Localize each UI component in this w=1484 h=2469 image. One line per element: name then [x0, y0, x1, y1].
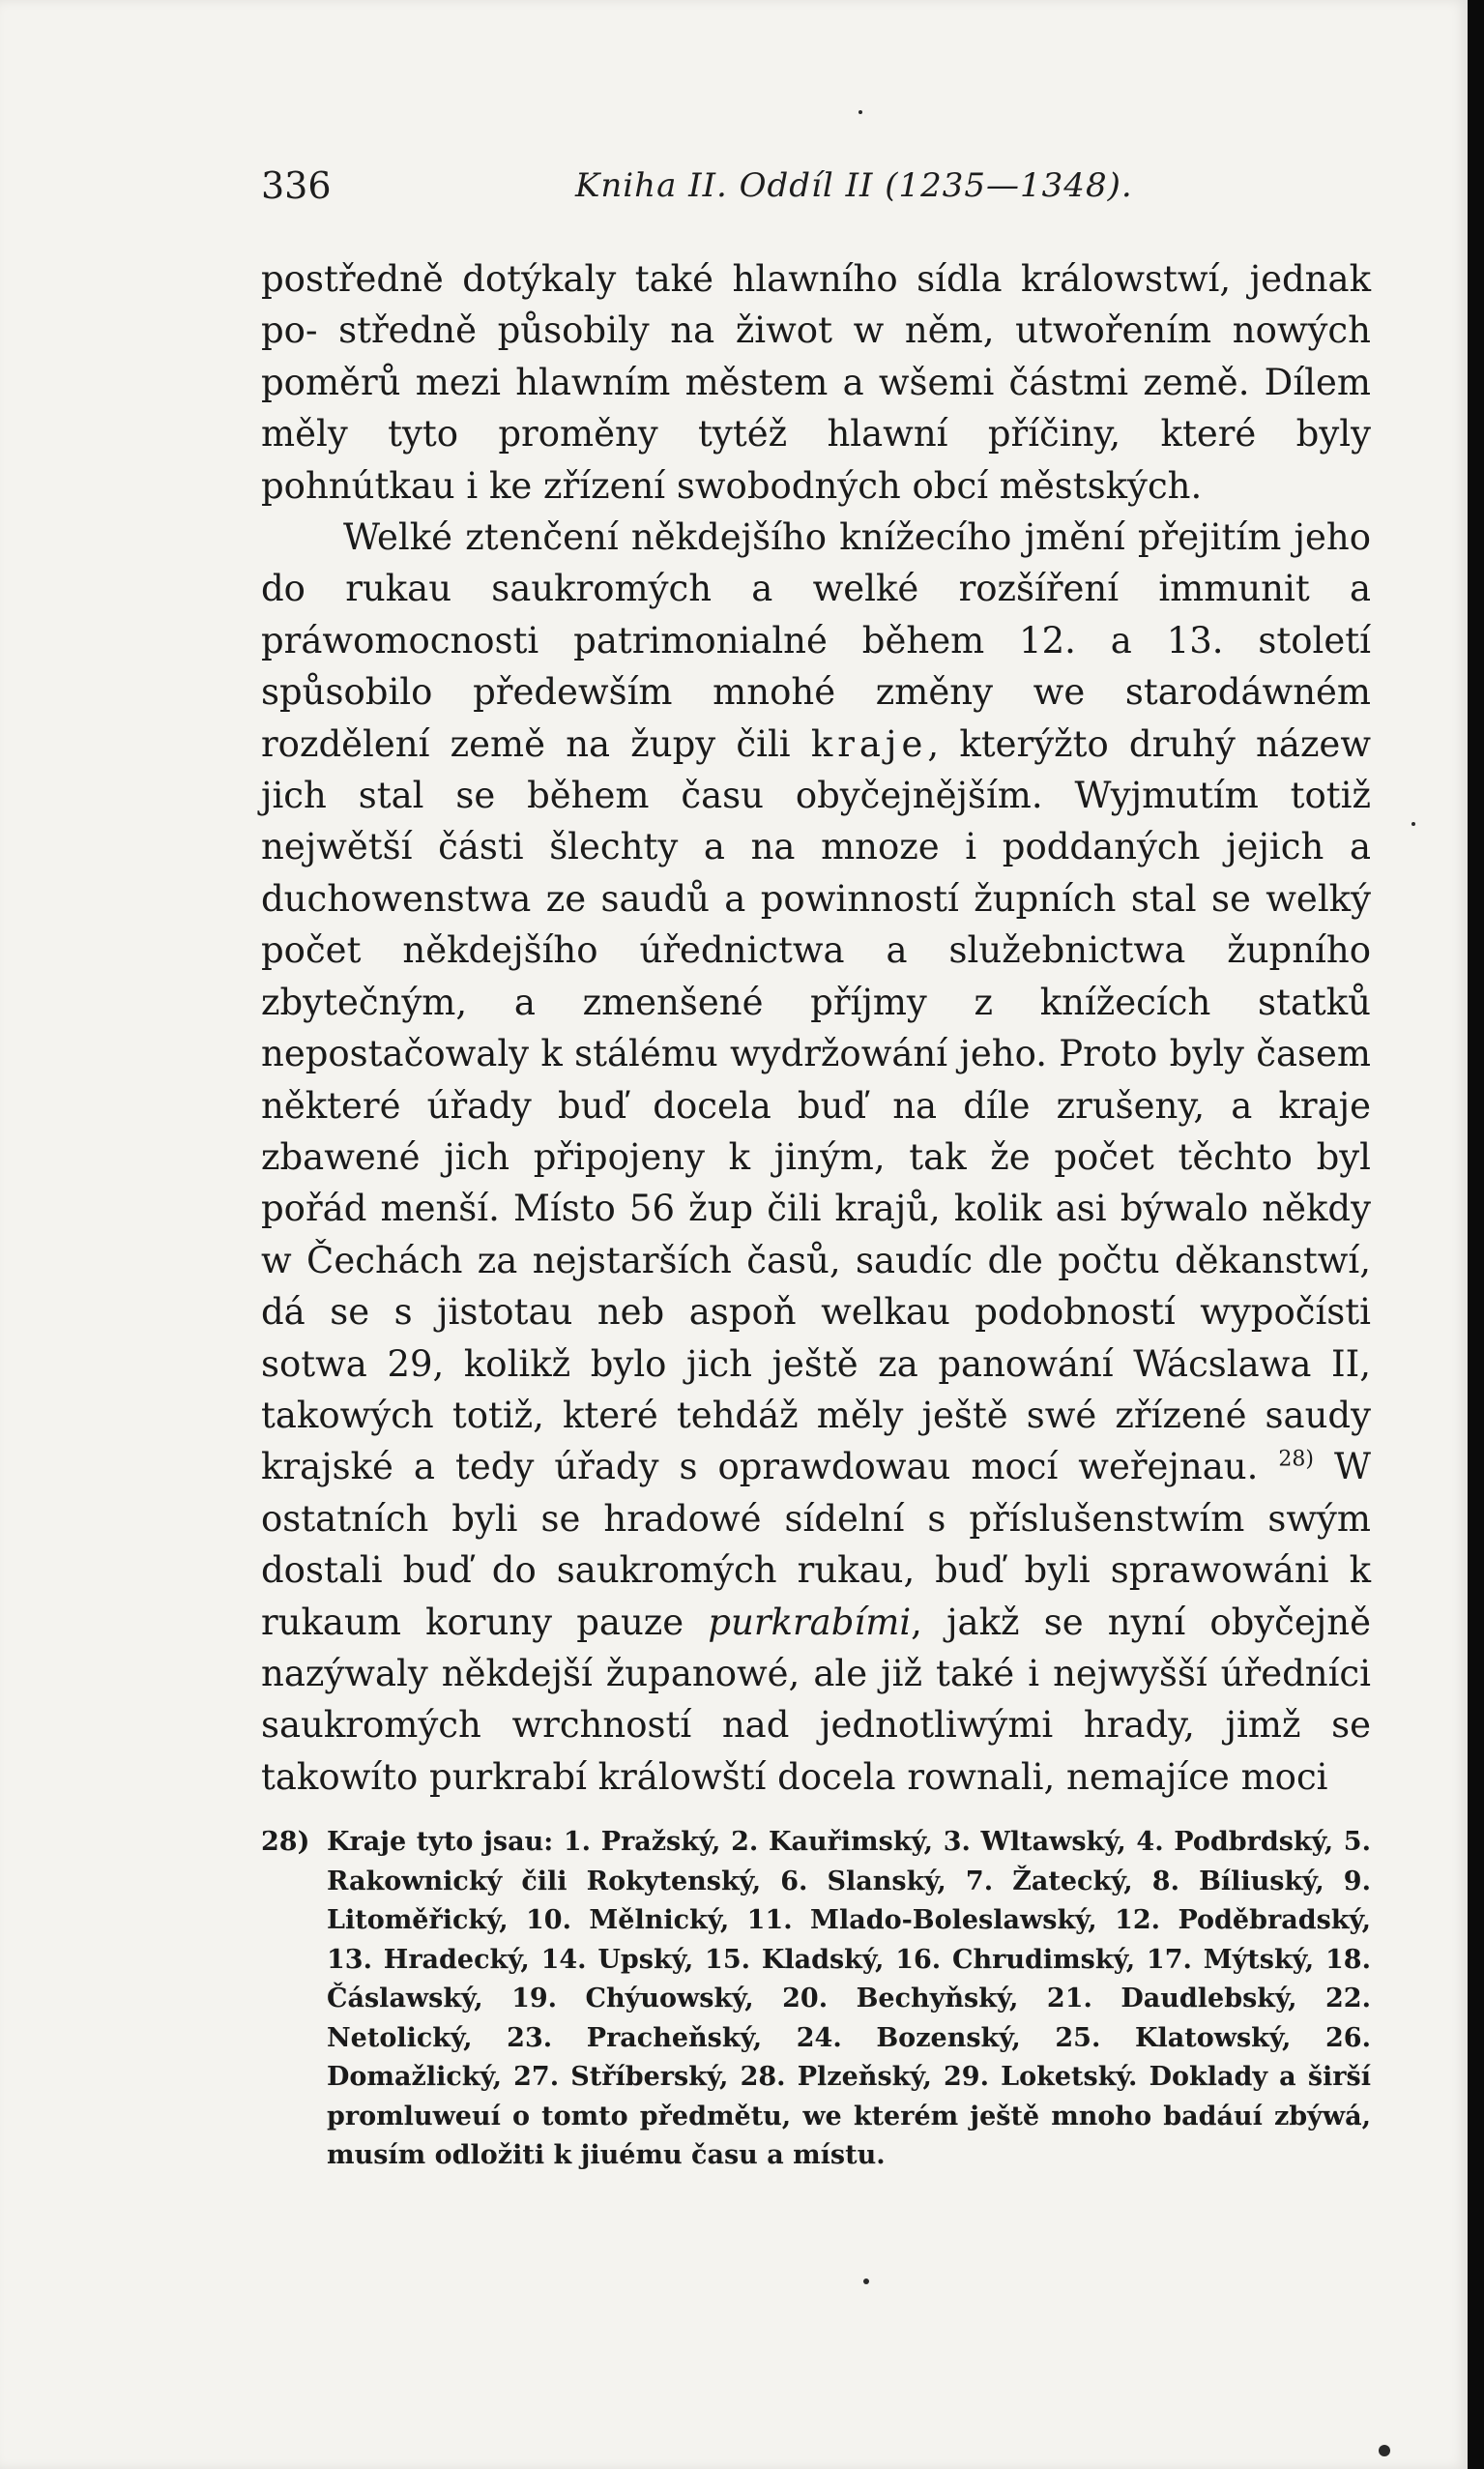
page-edge-shadow — [1468, 0, 1484, 2469]
footnote-marker: 28) — [261, 1827, 310, 1857]
spaced-term: kraje — [810, 722, 928, 765]
main-text — [261, 253, 1371, 1803]
paragraph-2-text-cont: , kterýžto druhý názew jich stal se během času obyčejnějším. Wyjmutím totiž nejwětší části šlechty a na mnoze i poddaných jejich a duchowenstwa ze saudů a powinností župních stal se welký počet někdejšího úřednictwa a služebnictwa župního zbytečným, a zmenšené příjmy z knížecích statků nepostačowaly k stálému wydržowání jeho. Proto byly časem některé úřady buď docela buď na díle zrušeny, a kraje zbawené jich připojeny k jiným, tak že počet těchto byl pořád menší. Místo 56 žup čili krajů, kolik asi býwalo někdy w Čechách za nejstarších časů, saudíc dle počtu děkanstwí, dá se s jistotau neb aspoň welkau podobností wypočísti sotwa 29, kolikž bylo jich ještě za panowání Wácslawa II, takowých totiž, které tehdáž měly ještě swé zřízené saudy krajské a tedy úřady s oprawdowau mocí weřejnau. — [261, 722, 1372, 1488]
footnote-entry — [261, 1823, 1371, 2176]
paragraph-2 — [261, 512, 1371, 1803]
paragraph-2-text-cont-2: W ostatních byli se hradowé sídelní s příslušenstwím swým dostali buď do saukromých rukau, buď byli sprawowáni k rukaum koruny pauze — [261, 1446, 1371, 1643]
text-line: proměny tytéž hlawní příčiny, které byly pohnútkau i ke zřízení — [261, 413, 1371, 507]
footnote — [261, 1823, 1371, 2176]
page-number: 336 — [261, 164, 332, 207]
text-line: swobodných obcí městských. — [676, 464, 1203, 507]
text-line: postředně dotýkaly také hlawního sídla králowstwí, jednak po- — [261, 258, 1371, 352]
footnote-text: Kraje tyto jsau: 1. Pražský, 2. Kauřimský, 3. Wltawský, 4. Podbrdský, 5. Rakownický čili Rokytenský, 6. Slanský, 7. Žatecký, 8. Bíliuský, 9. Litoměřický, 10. Mělnický, 11. Mlado-Boleslawský, 12. Poděbradský, 13. Hradecký, 14. Upský, 15. Kladský, 16. Chrudimský, 17. Mýtský, 18. Čáslawský, 19. Chýuowský, 20. Bechyňský, 21. Daudlebský, 22. Netolický, 23. Pracheňský, 24. Bozenský, 25. Klatowský, 26. Domažlický, 27. Stříberský, 28. Plzeňský, 29. Loketský. Doklady a širší promluweuí o tomto předmětu, we kterém ještě mnoho badáuí zbýwá, musím odložiti k jiuému času a místu. — [327, 1827, 1371, 2170]
text-line: středně působily na žiwot w něm, utwořením nowých poměrů — [261, 309, 1371, 403]
paragraph-continued — [261, 253, 1371, 512]
speck-mark — [1411, 822, 1415, 826]
italic-term: purkrabími — [708, 1601, 912, 1643]
text-line: mezi hlawním městem a wšemi částmi země. Dílem měly tyto — [261, 361, 1371, 456]
speck-mark — [1379, 2445, 1390, 2456]
footnote-reference[interactable]: 28) — [1278, 1448, 1314, 1473]
running-head: Kniha II. Oddíl II (1235—1348). — [575, 166, 1133, 205]
page-header — [261, 164, 1373, 222]
paragraph-2-text: Welké ztenčení někdejšího knížecího jmění přejitím jeho do rukau saukromých a welké rozšíření immunit a práwomocnosti patrimonialné během 12. a 13. století spůsobilo předewším mnohé změny we starodáwném rozdělení země na župy čili — [261, 516, 1371, 765]
paragraph-2-text-end: , jakž se nyní obyčejně nazýwaly někdejší županowé, ale již také i nejwyšší úředníci saukromých wrchností nad jednotliwými hrady, jimž se takowíto purkrabí králowští docela rownali, nemajíce moci — [261, 1601, 1372, 1798]
speck-mark — [858, 110, 862, 114]
speck-mark — [863, 2278, 869, 2284]
